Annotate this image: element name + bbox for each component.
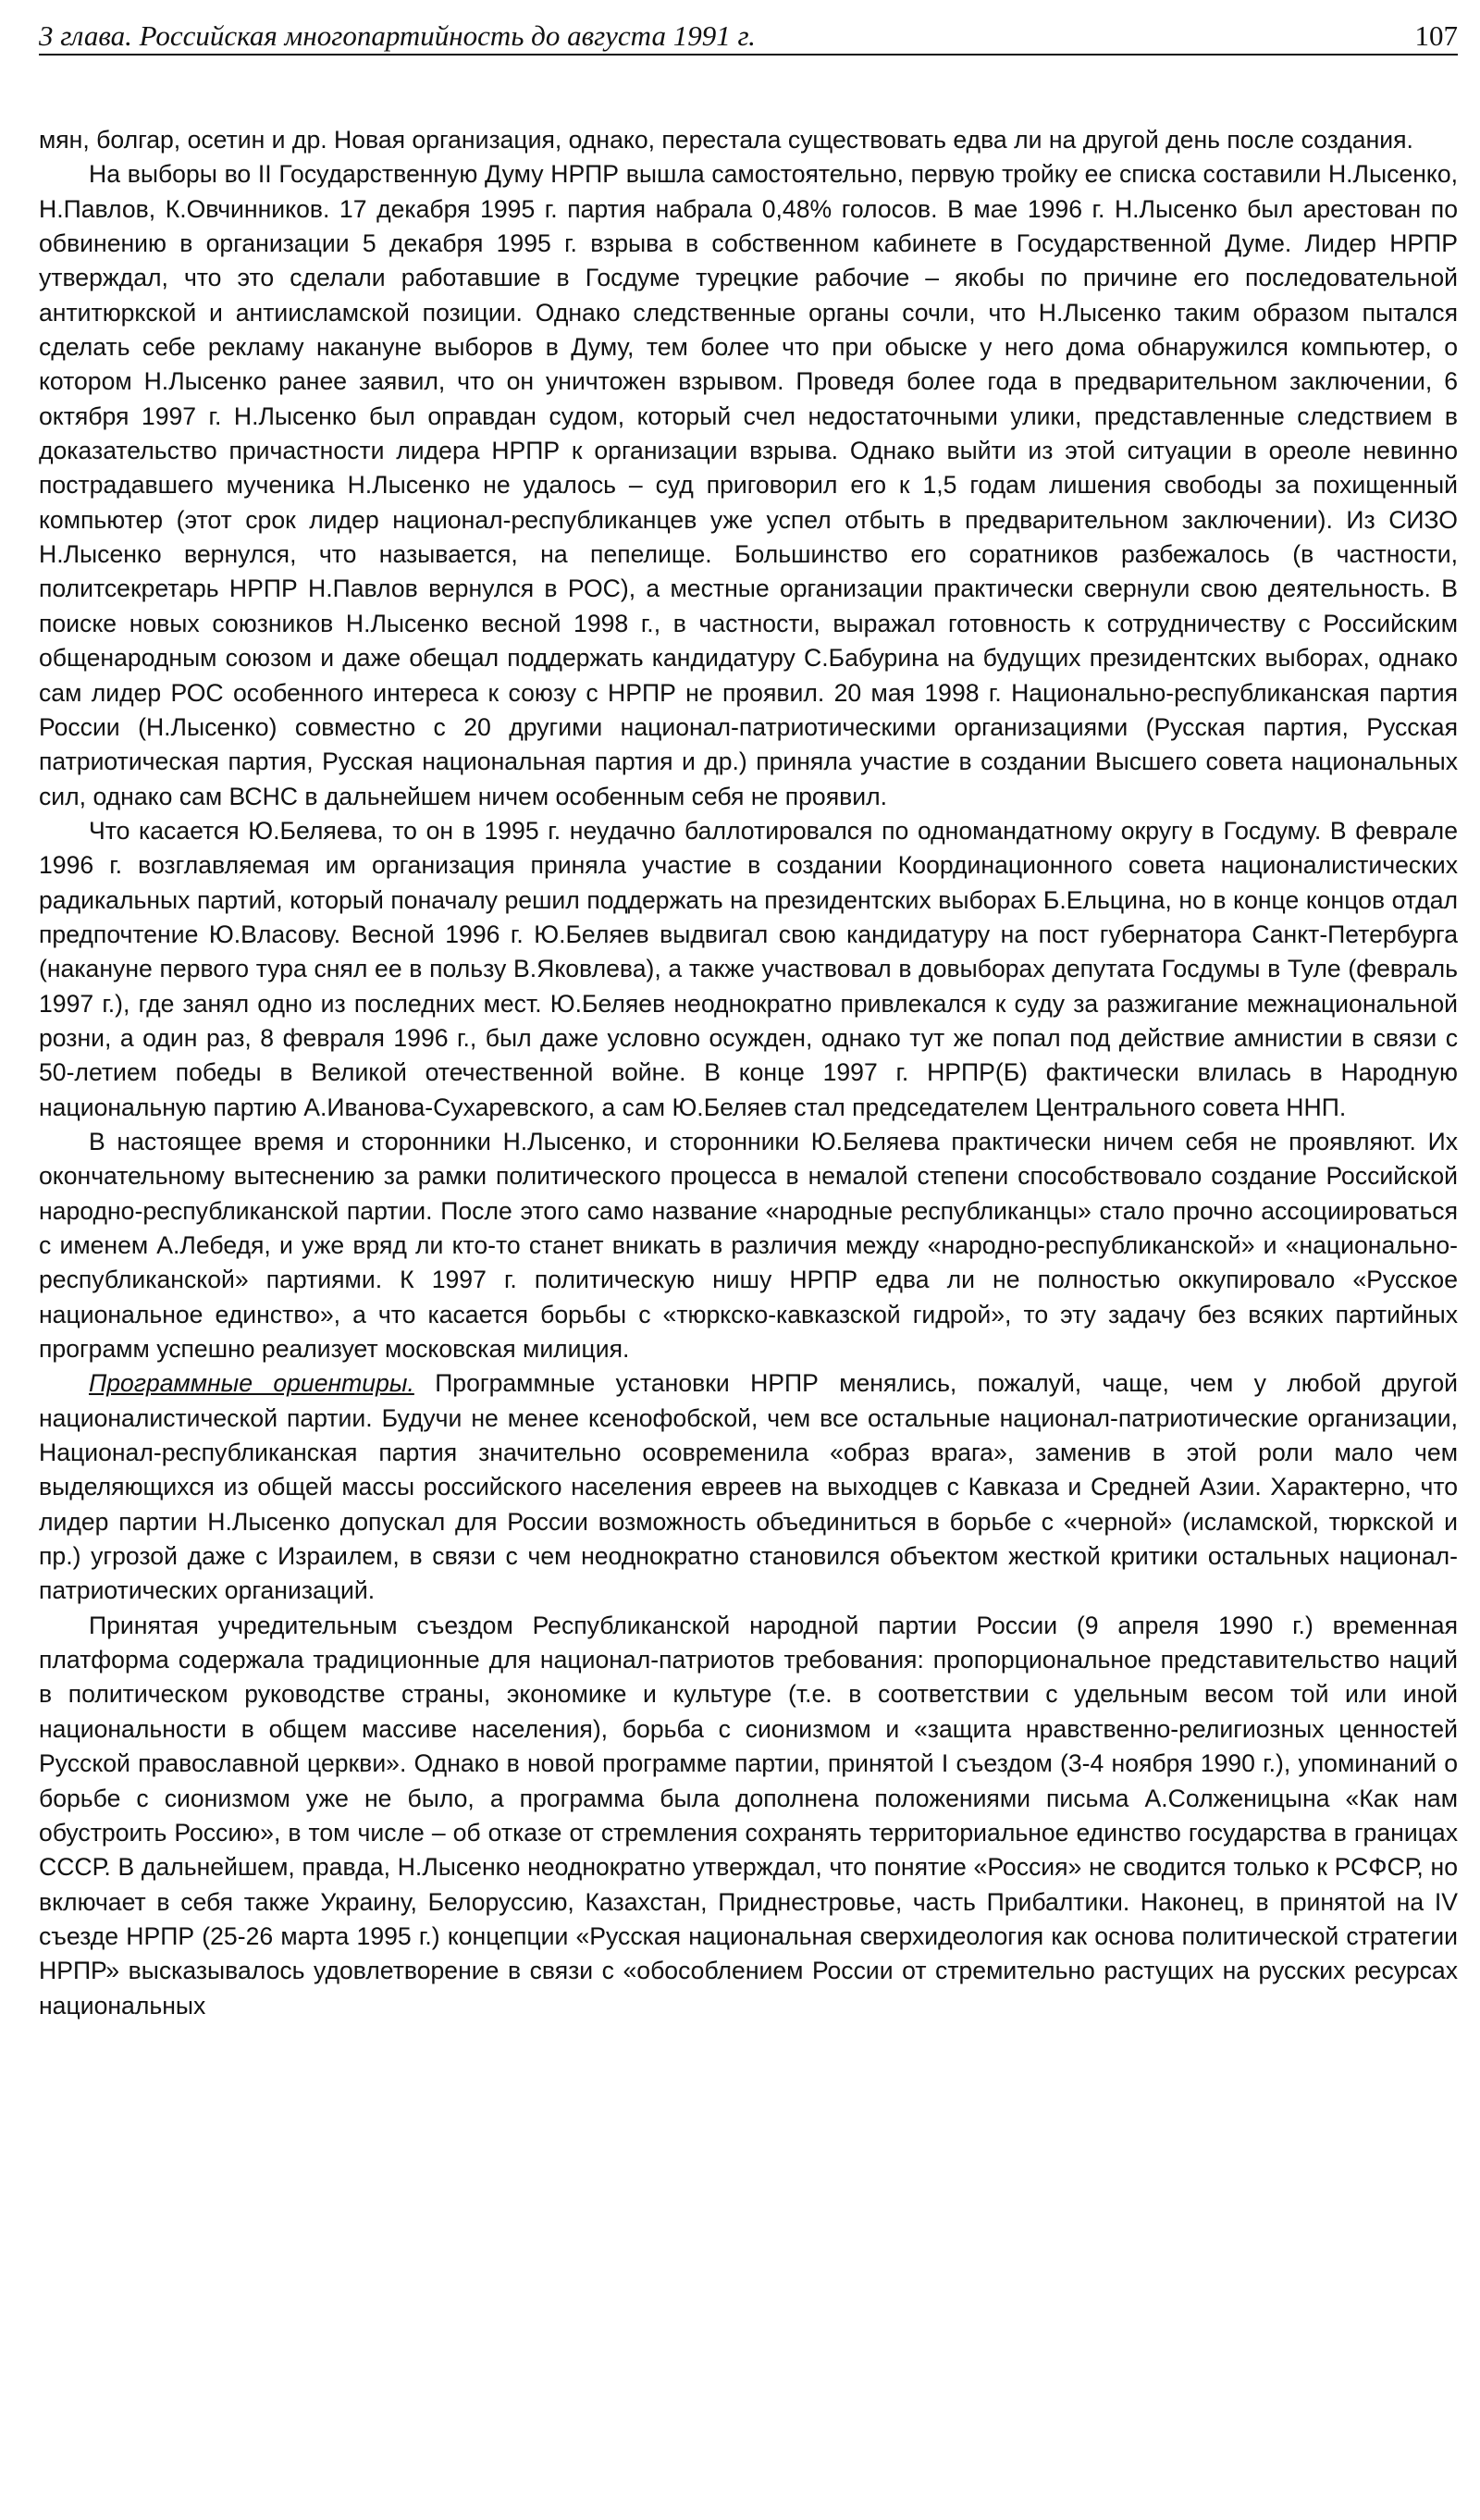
running-header — [39, 9, 1458, 56]
paragraph-elections: На выборы во II Государственную Думу НРПР вышла самостоятельно, первую тройку ее списка составили Н.Лысенко, Н.Павлов, К.Овчинников. 17 декабря 1995 г. партия набрала 0,48% голосов. В мае 1996 г. Н.Лысенко был арестован по обвинению в организации 5 декабря 1995 г. взрыва в собственном кабинете в Государственной Думе. Лидер НРПР утверждал, что это сделали работавшие в Госдуме турецкие рабочие – якобы по причине его последовательной антитюркской и антиисламской позиции. Однако следственные органы сочли, что Н.Лысенко таким образом пытался сделать себе рекламу накануне выборов в Думу, тем более что при обыске у него дома обнаружился компьютер, о котором Н.Лысенко ранее заявил, что он уничтожен взрывом. Проведя более года в предварительном заключении, 6 октября 1997 г. Н.Лысенко был оправдан судом, который счел недостаточными улики, представленные следствием в доказательство причастности лидера НРПР к организации взрыва. Однако выйти из этой ситуации в ореоле невинно пострадавшего мученика Н.Лысенко не удалось – суд приговорил его к 1,5 годам лишения свободы за похищенный компьютер (этот срок лидер национал-республиканцев уже успел отбыть в предварительном заключении). Из СИЗО Н.Лысенко вернулся, что называется, на пепелище. Большинство его соратников разбежалось (в частности, политсекретарь НРПР Н.Павлов вернулся в РОС), а местные организации практически свернули свою деятельность. В поиске новых союзников Н.Лысенко весной 1998 г., в частности, выражал готовность к сотрудничеству с Российским общенародным союзом и даже обещал поддержать кандидатуру С.Бабурина на будущих президентских выборах, однако сам лидер РОС особенного интереса к союзу с НРПР не проявил. 20 мая 1998 г. Национально-республиканская партия России (Н.Лысенко) совместно с 20 другими национал-патриотическими организациями (Русская партия, Русская патриотическая партия, Русская национальная партия и др.) приняла участие в создании Высшего совета национальных сил, однако сам ВСНС в дальнейшем ничем особенным себя не проявил. — [39, 160, 1458, 810]
paragraph-platform: Принятая учредительным съездом Республиканской народной партии России (9 апреля 1990 г.) временная платформа содержала традиционные для национал-патриотов требования: пропорциональное представительство наций в политическом руководстве страны, экономике и культуре (т.е. в соответствии с удельным весом той или иной национальности в общем массиве населения), борьба с сионизмом и «защита нравственно-религиозных ценностей Русской православной церкви». Однако в новой программе партии, принятой I съездом (3-4 ноября 1990 г.), упоминаний о борьбе с сионизмом уже не было, а программа была дополнена положениями письма А.Солженицына «Как нам обустроить Россию», в том числе – об отказе от стремления сохранять территориальное единство государства в границах СССР. В дальнейшем, правда, Н.Лысенко неоднократно утверждал, что понятие «Россия» не сводится только к РСФСР, но включает в себя также Украину, Белоруссию, Казахстан, Приднестровье, часть Прибалтики. Наконец, в принятой на IV съезде НРПР (25-26 марта 1995 г.) концепции «Русская национальная сверхидеология как основа политической стратегии НРПР» высказывалось удовлетворение в связи с «обособлением России от стремительно растущих на русских ресурсах национальных — [39, 1611, 1458, 2020]
paragraph-continuation: мян, болгар, осетин и др. Новая организация, однако, перестала существовать едва ли на другой день после создания. — [39, 126, 1413, 154]
section-lead-program-guidelines: Программные ориентиры. — [89, 1369, 414, 1398]
chapter-title: 3 глава. Российская многопартийность до августа 1991 г. — [39, 19, 756, 52]
paragraph-belyaev: Что касается Ю.Беляева, то он в 1995 г. неудачно баллотировался по одномандатному округу в Госдуму. В феврале 1996 г. возглавляемая им организация приняла участие в создании Координационного совета националистических радикальных партий, который поначалу решил поддержать на президентских выборах Б.Ельцина, но в конце концов отдал предпочтение Ю.Власову. Весной 1996 г. Ю.Беляев выдвигал свою кандидатуру на пост губернатора Санкт-Петербурга (накануне первого тура снял ее в пользу В.Яковлева), а также участвовал в довыборах депутата Госдумы в Туле (февраль 1997 г.), где занял одно из последних мест. Ю.Беляев неоднократно привлекался к суду за разжигание межнациональной розни, а один раз, 8 февраля 1996 г., был даже условно осужден, однако тут же попал под действие амнистии в связи с 50-летием победы в Великой отечественной войне. В конце 1997 г. НРПР(Б) фактически влилась в Народную национальную партию А.Иванова-Сухаревского, а сам Ю.Беляев стал председателем Центрального совета ННП. — [39, 816, 1458, 1121]
main-text — [39, 123, 1458, 2023]
page-number: 107 — [1414, 19, 1458, 52]
paragraph-current-state: В настоящее время и сторонники Н.Лысенко, и сторонники Ю.Беляева практически ничем себя не проявляют. Их окончательному вытеснению за рамки политического процесса в немалой степени способствовало создание Российской народно-республиканской партии. После этого само название «народные республиканцы» стало прочно ассоциироваться с именем А.Лебедя, и уже вряд ли кто-то станет вникать в различия между «народно-республиканской» и «национально-республиканской» партиями. К 1997 г. политическую нишу НРПР едва ли не полностью оккупировало «Русское национальное единство», а что касается борьбы с «тюркско-кавказской гидрой», то эту задачу без всяких партийных программ успешно реализует московская милиция. — [39, 1127, 1458, 1364]
paragraph-program-guidelines — [39, 1366, 1458, 1608]
paragraph-program-guidelines-text: Программные установки НРПР менялись, пожалуй, чаще, чем у любой другой националистической партии. Будучи не менее ксенофобской, чем все остальные национал-патриотические организации, Национал-республиканская партия значительно осовременила «образ врага», заменив в этой роли мало чем выделяющихся из общей массы российского населения евреев на выходцев с Кавказа и Средней Азии. Характерно, что лидер партии Н.Лысенко допускал для России возможность объединиться в борьбе с «черной» (исламской, тюркской и пр.) угрозой даже с Израилем, в связи с чем неоднократно становился объектом жесткой критики остальных национал-патриотических организаций. — [39, 1369, 1458, 1605]
